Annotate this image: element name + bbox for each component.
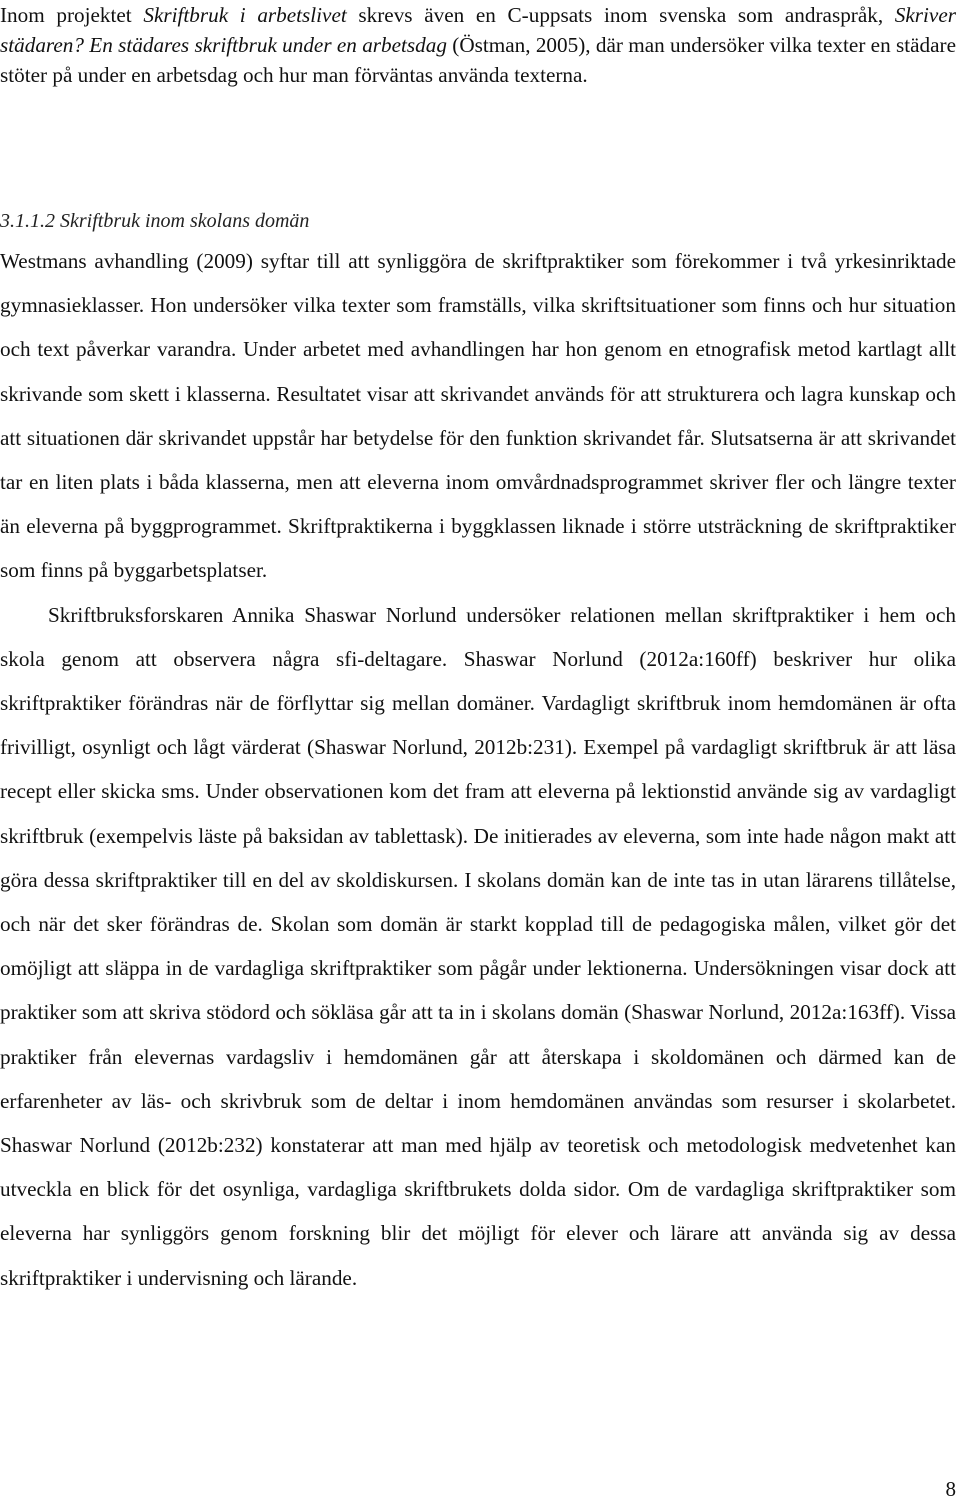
intro-text-part: skrevs även en C-uppsats inom svenska som andraspråk,: [346, 3, 895, 27]
paragraph-westman: Westmans avhandling (2009) syftar till att synliggöra de skriftpraktiker som förekommer i två yrkesinriktade gymnasieklasser. Hon undersöker vilka texter som framställs, vilka skriftsituationer som finns och hur situation och text påverkar varandra. Under arbetet med avhandlingen har hon genom en etnografisk metod kartlagt allt skrivande som skett i klasserna. Resultatet visar att skrivandet används för att strukturera och lagra kunskap och att situationen där skrivandet uppstår har betydelse för den funktion skrivandet får. Slutsatserna är att skrivandet tar en liten plats i båda klasserna, men att eleverna inom omvårdnadsprogrammet skriver fler och längre texter än eleverna på byggprogrammet. Skriftpraktikerna i byggklassen liknade i större utsträckning de skriftpraktiker som finns på byggarbetsplatser.: [0, 249, 956, 583]
body-paragraphs: [0, 239, 956, 1300]
thesis-title: Skriver städaren? En städares skriftbruk under en arbetsdag: [0, 3, 956, 57]
project-title: Skriftbruk i arbetslivet: [143, 3, 347, 27]
paragraph-shaswar-norlund: Skriftbruksforskaren Annika Shaswar Norlund undersöker relationen mellan skriftpraktiker i hem och skola genom att observera några sfi-deltagare. Shaswar Norlund (2012a:160ff) beskriver hur olika skriftpraktiker förändras när de förflyttar sig mellan domäner. Vardagligt skriftbruk inom hemdomänen är ofta frivilligt, osynligt och lågt värderat (Shaswar Norlund, 2012b:231). Exempel på vardagligt skriftbruk är att läsa recept eller skicka sms. Under observationen kom det fram att eleverna på lektionstid använde sig av vardagligt skriftbruk (exempelvis läste på baksidan av tablettask). De initierades av eleverna, som inte hade någon makt att göra dessa skriftpraktiker till en del av skoldiskursen. I skolans domän kan de inte tas in utan lärarens tillåtelse, och när det sker förändras de. Skolan som domän är starkt kopplad till de pedagogiska målen, vilket gör det omöjligt att släppa in de vardagliga skriftpraktiker som pågår under lektionerna. Undersökningen visar dock att praktiker som att skriva stödord och sökläsa går att ta in i skolans domän (Shaswar Norlund, 2012a:163ff). Vissa praktiker från elevernas vardagsliv i hemdomänen går att återskapa i skoldomänen och därmed kan de erfarenheter av läs- och skrivbruk som de deltar i inom hemdomänen användas som resurser i skolarbetet. Shaswar Norlund (2012b:232) konstaterar att man med hjälp av teoretisk och metodologisk medvetenhet kan utveckla en blick för det osynliga, vardagliga skriftbrukets dolda sidor. Om de vardagliga skriftpraktiker som eleverna har synliggörs genom forskning blir det möjligt för elever och lärare att använda sig av dessa skriftpraktiker i undervisning och lärande.: [0, 602, 956, 1290]
intro-text-part: Inom projektet: [0, 3, 144, 27]
intro-text-part: (Östman, 2005), där man undersöker vilka texter en städare stöter på under en arbetsdag och hur man förväntas använda texterna.: [0, 33, 956, 87]
intro-text: [0, 0, 956, 90]
page-number: 8: [945, 1477, 956, 1501]
intro-paragraph: [0, 0, 956, 90]
section-heading: 3.1.1.2 Skriftbruk inom skolans domän: [0, 210, 310, 232]
